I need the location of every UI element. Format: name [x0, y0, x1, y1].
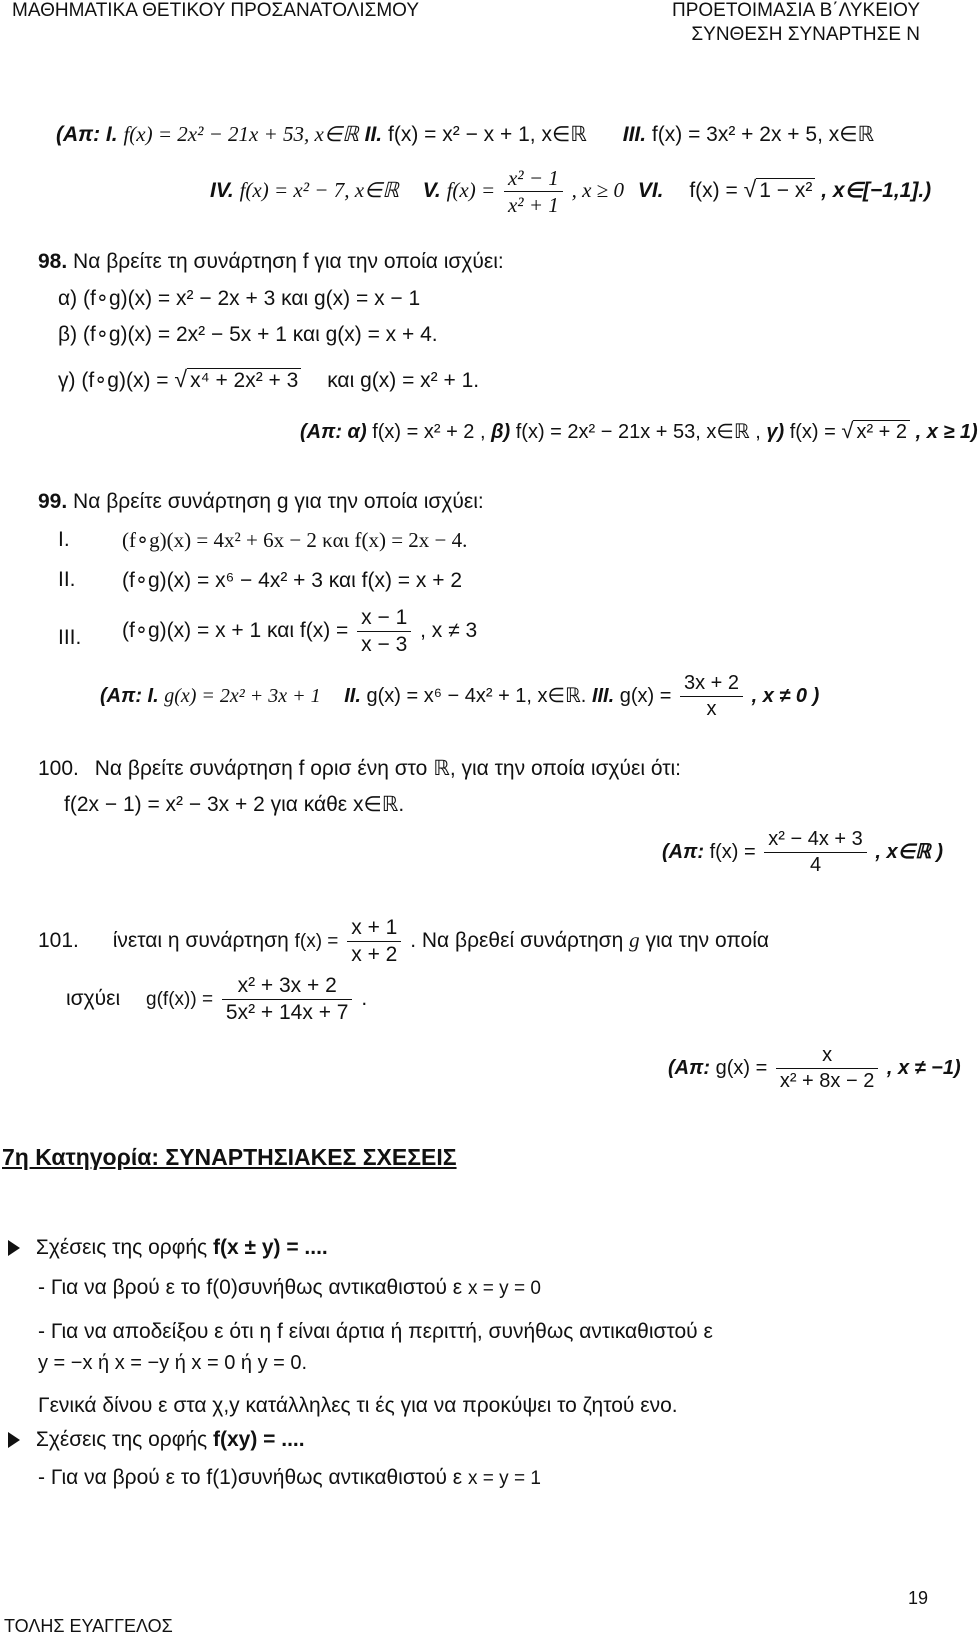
answer-a: f(x) = x² + 2 ,	[372, 421, 486, 443]
relations-bullet-2	[8, 1428, 305, 1452]
f-prefix: f(x) =	[294, 931, 339, 953]
answer-label: V.	[422, 179, 441, 203]
fraction	[680, 672, 743, 721]
exercise-text: Να βρείτε τη συνάρτηση f για την οποία ισχύει:	[73, 250, 504, 273]
arrow-bullet-icon	[8, 1240, 20, 1256]
fraction-numerator: x	[776, 1044, 879, 1069]
line-formula: f(0)	[206, 1276, 238, 1299]
answer-97-row1	[56, 122, 874, 147]
fraction-denominator: x	[706, 698, 717, 720]
answer-label: ΙΙΙ.	[591, 684, 615, 707]
answer-97-part1: f(x) = 2x² − 21x + 53, x∈ℝ	[123, 122, 359, 146]
answer-label: (Απ: Ι.	[56, 123, 118, 146]
exercise-number: 98.	[38, 250, 68, 273]
fraction-denominator: x − 3	[361, 633, 408, 657]
answer-97-row2	[210, 166, 931, 217]
exercise-99-i-label: Ι.	[58, 528, 70, 551]
answer-label: (Απ:	[668, 1056, 711, 1079]
exercise-99-answer	[100, 672, 819, 721]
header-right-line1: ΠΡΟΕΤΟΙΜΑΣΙΑ Β΄ΛΥΚΕΙΟΥ	[671, 0, 920, 21]
exercise-text: για την οποία	[645, 929, 770, 953]
bullet-formula: f(xy) = ....	[212, 1428, 305, 1451]
answer-iii-prefix: g(x) =	[619, 684, 672, 707]
exercise-number: 99.	[38, 490, 68, 513]
exercise-text: Να βρείτε συνάρτηση g για την οποία ισχύει:	[73, 490, 484, 513]
answer-97-part2: f(x) = x² − x + 1, x∈ℝ	[388, 123, 587, 146]
header-left: ΜΑΘΗΜΑΤΙΚΑ ΘΕΤΙΚΟΥ ΠΡΟΣΑΝΑΤΟΛΙΣΜΟΥ	[12, 0, 420, 21]
line-text: συνήθως αντικαθιστού ε	[237, 1276, 463, 1299]
radicand: x² + 2	[853, 420, 910, 443]
relations-bullet-1	[8, 1236, 328, 1260]
exercise-99-iii-label: ΙΙΙ.	[58, 626, 82, 649]
exercise-98-a: α) (f∘g)(x) = x² − 2x + 3 και g(x) = x − 1	[58, 287, 421, 310]
exercise-101-line2	[66, 974, 367, 1025]
g-suffix: .	[361, 987, 368, 1011]
fraction-denominator: 5x² + 14x + 7	[225, 1001, 349, 1025]
answer-suffix: , x∈ℝ )	[875, 840, 944, 863]
answer-label: (Απ: α)	[300, 421, 367, 443]
answer-label: (Απ:	[662, 840, 705, 863]
exercise-text: . Να βρεθεί συνάρτηση	[410, 929, 624, 953]
sqrt-icon: √	[174, 366, 188, 392]
fraction	[357, 606, 411, 657]
exercise-number: 101.	[38, 929, 79, 953]
exercise-number: 100.	[38, 757, 79, 780]
fraction	[504, 166, 563, 217]
fraction	[347, 916, 401, 967]
line-formula: f(1)	[206, 1466, 238, 1489]
bullet-formula: f(x ± y) = ....	[212, 1236, 328, 1259]
line-formula: x = y = 0	[468, 1278, 541, 1299]
answer-iii-suffix: , x ≠ 0 )	[751, 684, 820, 707]
relations-line	[38, 1466, 541, 1490]
exercise-101-answer	[668, 1044, 961, 1093]
answer-97-part5-prefix: f(x) =	[446, 178, 496, 203]
fraction-numerator: x² + 3x + 2	[222, 974, 353, 1000]
g-symbol: g	[629, 928, 640, 953]
answer-97-part6-suffix: , x∈[−1,1].)	[821, 179, 932, 203]
fraction-numerator: x + 1	[347, 916, 401, 942]
answer-ii: g(x) = x⁶ − 4x² + 1, x∈ℝ.	[366, 684, 587, 707]
category-heading: 7η Κατηγορία: ΣΥΝΑΡΤΗΣΙΑΚΕΣ ΣΧΕΣΕΙΣ	[2, 1144, 457, 1170]
exercise-99-iii-prefix: (f∘g)(x) = x + 1 και f(x) =	[122, 619, 349, 643]
answer-label: ΙΙ.	[364, 123, 383, 146]
exercise-99-iii	[122, 606, 477, 657]
fraction-numerator: 3x + 2	[680, 672, 743, 697]
answer-suffix: , x ≠ −1)	[886, 1056, 961, 1079]
footer-author: ΤΟΛΗΣ ΕΥΑΓΓΕΛΟΣ	[4, 1616, 173, 1636]
relations-line: y = −x ή x = −y ή x = 0 ή y = 0.	[38, 1352, 308, 1374]
answer-label: ΙV.	[210, 179, 234, 203]
fraction-denominator: x² + 8x − 2	[779, 1070, 875, 1092]
radicand: x⁴ + 2x² + 3	[187, 368, 301, 392]
answer-i: g(x) = 2x² + 3x + 1	[164, 684, 321, 707]
answer-prefix: f(x) =	[709, 840, 756, 863]
exercise-99-title	[38, 490, 484, 514]
exercise-text: ίνεται η συνάρτηση	[112, 929, 289, 953]
answer-97-part4: f(x) = x² − 7, x∈ℝ	[239, 178, 399, 203]
sqrt-icon: √	[841, 418, 854, 443]
relations-line: Γενικά δίνου ε στα χ,y κατάλληλες τι ές για να προκύψει το ζητού ενο.	[38, 1394, 678, 1417]
exercise-98-answer	[300, 418, 978, 444]
answer-label: VI.	[637, 179, 664, 203]
answer-label: β)	[491, 421, 511, 443]
answer-97-part5-suffix: , x ≥ 0	[571, 178, 624, 203]
exercise-text: ισχύει	[66, 987, 121, 1011]
exercise-100-answer	[662, 828, 943, 877]
answer-label: γ)	[766, 421, 785, 443]
exercise-98-c	[58, 366, 479, 393]
relations-line: - Για να αποδείξου ε ότι η f είναι άρτια ή περιττή, συνήθως αντικαθιστού ε	[38, 1320, 713, 1343]
relations-line	[38, 1276, 541, 1300]
line-text: συνήθως αντικαθιστού ε	[237, 1466, 463, 1489]
answer-c-prefix: f(x) =	[789, 421, 836, 443]
header-right-line2: ΣΥΝΘΕΣΗ ΣΥΝΑΡΤΗΣΕ Ν	[691, 24, 920, 45]
g-prefix: g(f(x)) =	[146, 989, 214, 1011]
answer-b: f(x) = 2x² − 21x + 53, x∈ℝ ,	[515, 421, 761, 443]
exercise-98-c-suffix: και g(x) = x² + 1.	[327, 369, 480, 392]
line-formula: x = y = 1	[468, 1468, 541, 1489]
line-text: - Για να βρού ε το	[38, 1276, 201, 1299]
exercise-99-iii-suffix: , x ≠ 3	[420, 619, 478, 643]
answer-97-part6-prefix: f(x) =	[689, 179, 738, 203]
exercise-98-b: β) (f∘g)(x) = 2x² − 5x + 1 και g(x) = x + 4.	[58, 323, 438, 346]
line-text: - Για να βρού ε το	[38, 1466, 201, 1489]
answer-label: ΙΙΙ.	[622, 123, 647, 146]
fraction-numerator: x² − 4x + 3	[764, 828, 867, 853]
fraction-numerator: x − 1	[357, 606, 411, 632]
page-number: 19	[907, 1588, 928, 1608]
answer-label: (Απ: Ι.	[100, 684, 159, 707]
sqrt-icon: √	[743, 176, 757, 203]
bullet-title: Σχέσεις της ορφής	[35, 1236, 208, 1259]
fraction-denominator: x² + 1	[507, 193, 559, 218]
answer-prefix: g(x) =	[715, 1056, 768, 1079]
answer-label: ΙΙ.	[344, 684, 361, 707]
arrow-bullet-icon	[8, 1432, 20, 1448]
fraction-numerator: x² − 1	[504, 166, 563, 192]
exercise-text: Να βρείτε συνάρτηση f ορισ ένη στο ℝ, για την οποία ισχύει ότι:	[94, 757, 682, 780]
exercise-101-line1	[38, 916, 769, 967]
exercise-100-title	[38, 756, 681, 781]
bullet-title: Σχέσεις της ορφής	[35, 1428, 208, 1451]
fraction-denominator: 4	[809, 854, 822, 876]
fraction	[764, 828, 867, 877]
answer-97-part3: f(x) = 3x² + 2x + 5, x∈ℝ	[651, 123, 875, 146]
fraction-denominator: x + 2	[351, 943, 398, 967]
exercise-100-line2: f(2x − 1) = x² − 3x + 2 για κάθε x∈ℝ.	[64, 793, 405, 816]
exercise-99-ii: (f∘g)(x) = x⁶ − 4x² + 3 και f(x) = x + 2	[122, 569, 463, 592]
exercise-99-i: (f∘g)(x) = 4x² + 6x − 2 και f(x) = 2x − 4.	[122, 528, 468, 552]
fraction	[776, 1044, 879, 1093]
answer-c-suffix: , x ≥ 1)	[915, 421, 978, 443]
fraction	[222, 974, 353, 1025]
exercise-98-title	[38, 250, 504, 274]
radicand: 1 − x²	[756, 178, 815, 202]
exercise-98-c-prefix: γ) (f∘g)(x) =	[58, 369, 169, 392]
exercise-99-ii-label: ΙΙ.	[58, 568, 76, 591]
